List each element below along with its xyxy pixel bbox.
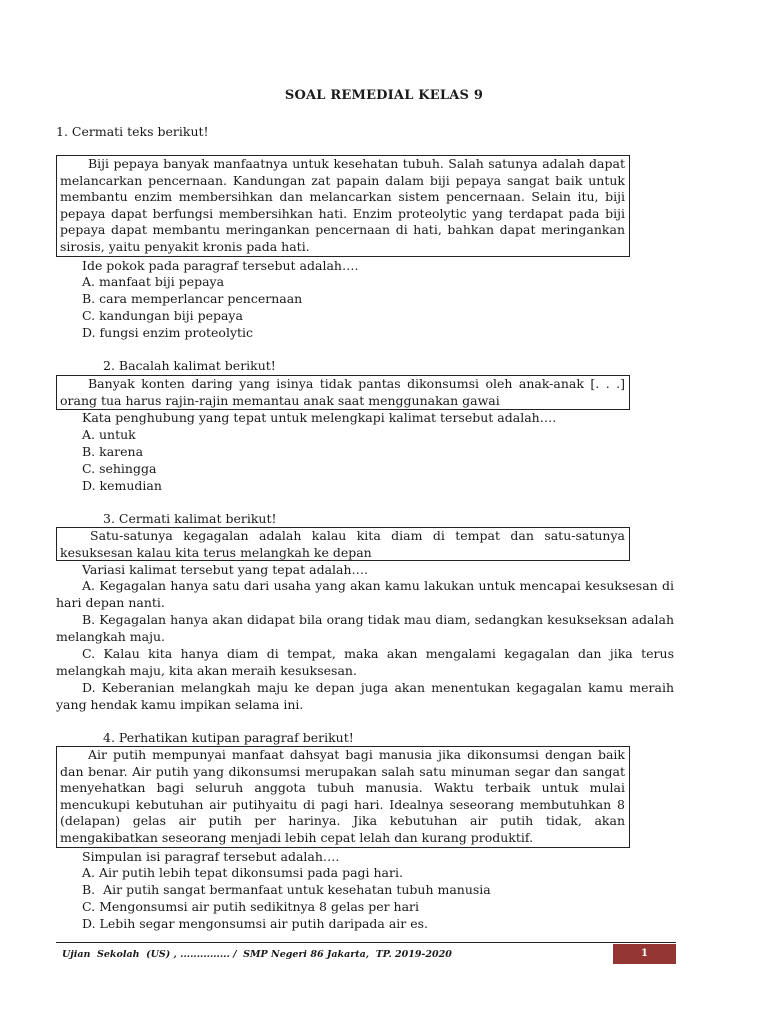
question-1-stem: Ide pokok pada paragraf tersebut adalah…. <box>82 258 359 273</box>
question-4-passage: Air putih mempunyai manfaat dahsyat bagi manusia jika dikonsumsi dengan baik dan benar. Air putih yang dikonsumsi merupakan salah satu minuman segar dan sangat menyehatkan bagi seluruh anggota tubuh manusia. Waktu terbaik untuk mulai mencukupi kebutuhan air putihyaitu di pagi hari. Idealnya seseorang membutuhkan 8 (delapan) gelas air putih per harinya. Jika kebutuhan air putih tidak, akan mengakibatkan seseorang menjadi lebih cepat lelah dan kurang produktif. <box>60 747 625 845</box>
footer-divider <box>56 942 676 943</box>
question-1-option-d: D. fungsi enzim proteolytic <box>82 325 254 340</box>
question-4-option-c: C. Mengonsumsi air putih sedikitnya 8 gelas per hari <box>82 899 420 914</box>
question-4-stem: Simpulan isi paragraf tersebut adalah…. <box>82 849 340 864</box>
question-1-option-a: A. manfaat biji pepaya <box>82 274 225 289</box>
question-1-passage-box <box>56 155 630 257</box>
footer-exam-info: Ujian Sekolah (US) , ............... / SMP Negeri 86 Jakarta, TP. 2019-2020 <box>62 949 452 960</box>
question-2-stem: Kata penghubung yang tepat untuk melengkapi kalimat tersebut adalah…. <box>82 410 557 425</box>
question-2-option-a: A. untuk <box>82 427 136 442</box>
question-3-option-a: A. Kegagalan hanya satu dari usaha yang akan kamu lakukan untuk mencapai kesuksesan di hari depan nanti. <box>56 578 674 610</box>
document-title: SOAL REMEDIAL KELAS 9 <box>284 88 484 103</box>
question-3-passage-box <box>56 527 630 561</box>
question-1-passage: Biji pepaya banyak manfaatnya untuk kesehatan tubuh. Salah satunya adalah dapat melancarkan pencernaan. Kandungan zat papain dalam biji pepaya sangat baik untuk membantu enzim membersihkan dan melancarkan sistem pencernaan. Selain itu, biji pepaya dapat berfungsi membersihkan hati. Enzim proteolytic yang terdapat pada biji pepaya dapat membantu meringankan pencernaan di hati, bahkan dapat meringankan sirosis, yaitu penyakit kronis pada hati. <box>60 156 625 254</box>
question-1-option-b: B. cara memperlancar pencernaan <box>82 291 303 306</box>
question-4-option-b: B. Air putih sangat bermanfaat untuk kesehatan tubuh manusia <box>82 882 491 897</box>
question-2-heading: 2. Bacalah kalimat berikut! <box>103 358 276 373</box>
question-4-passage-box <box>56 746 630 848</box>
question-3-passage: Satu-satunya kegagalan adalah kalau kita diam di tempat dan satu-satunya kesuksesan kalau kita terus melangkah ke depan <box>60 528 625 560</box>
question-2-passage: Banyak konten daring yang isinya tidak pantas dikonsumsi oleh anak-anak [. . .] orang tua harus rajin-rajin memantau anak saat menggunakan gawai <box>60 376 625 408</box>
question-2-option-d: D. kemudian <box>82 478 162 493</box>
question-2-option-c: C. sehingga <box>82 461 157 476</box>
question-2-option-b: B. karena <box>82 444 144 459</box>
question-4-heading: 4. Perhatikan kutipan paragraf berikut! <box>103 730 354 745</box>
question-4-option-a: A. Air putih lebih tepat dikonsumsi pada pagi hari. <box>82 865 403 880</box>
question-3-option-b: B. Kegagalan hanya akan didapat bila orang tidak mau diam, sedangkan kesukseksan adalah melangkah maju. <box>56 612 674 644</box>
question-3-stem: Variasi kalimat tersebut yang tepat adalah…. <box>82 562 369 577</box>
question-3-option-d: D. Keberanian melangkah maju ke depan juga akan menentukan kegagalan kamu meraih yang hendak kamu impikan selama ini. <box>56 680 674 712</box>
question-3-option-c: C. Kalau kita hanya diam di tempat, maka akan mengalami kegagalan dan jika terus melangkah maju, kita akan meraih kesuksesan. <box>56 646 674 678</box>
question-1-heading: 1. Cermati teks berikut! <box>56 124 209 139</box>
question-4-option-d: D. Lebih segar mengonsumsi air putih daripada air es. <box>82 916 429 931</box>
question-1-option-c: C. kandungan biji pepaya <box>82 308 243 323</box>
question-3-heading: 3. Cermati kalimat berikut! <box>103 511 277 526</box>
page-number-badge: 1 <box>613 944 676 964</box>
question-2-passage-box <box>56 375 630 410</box>
